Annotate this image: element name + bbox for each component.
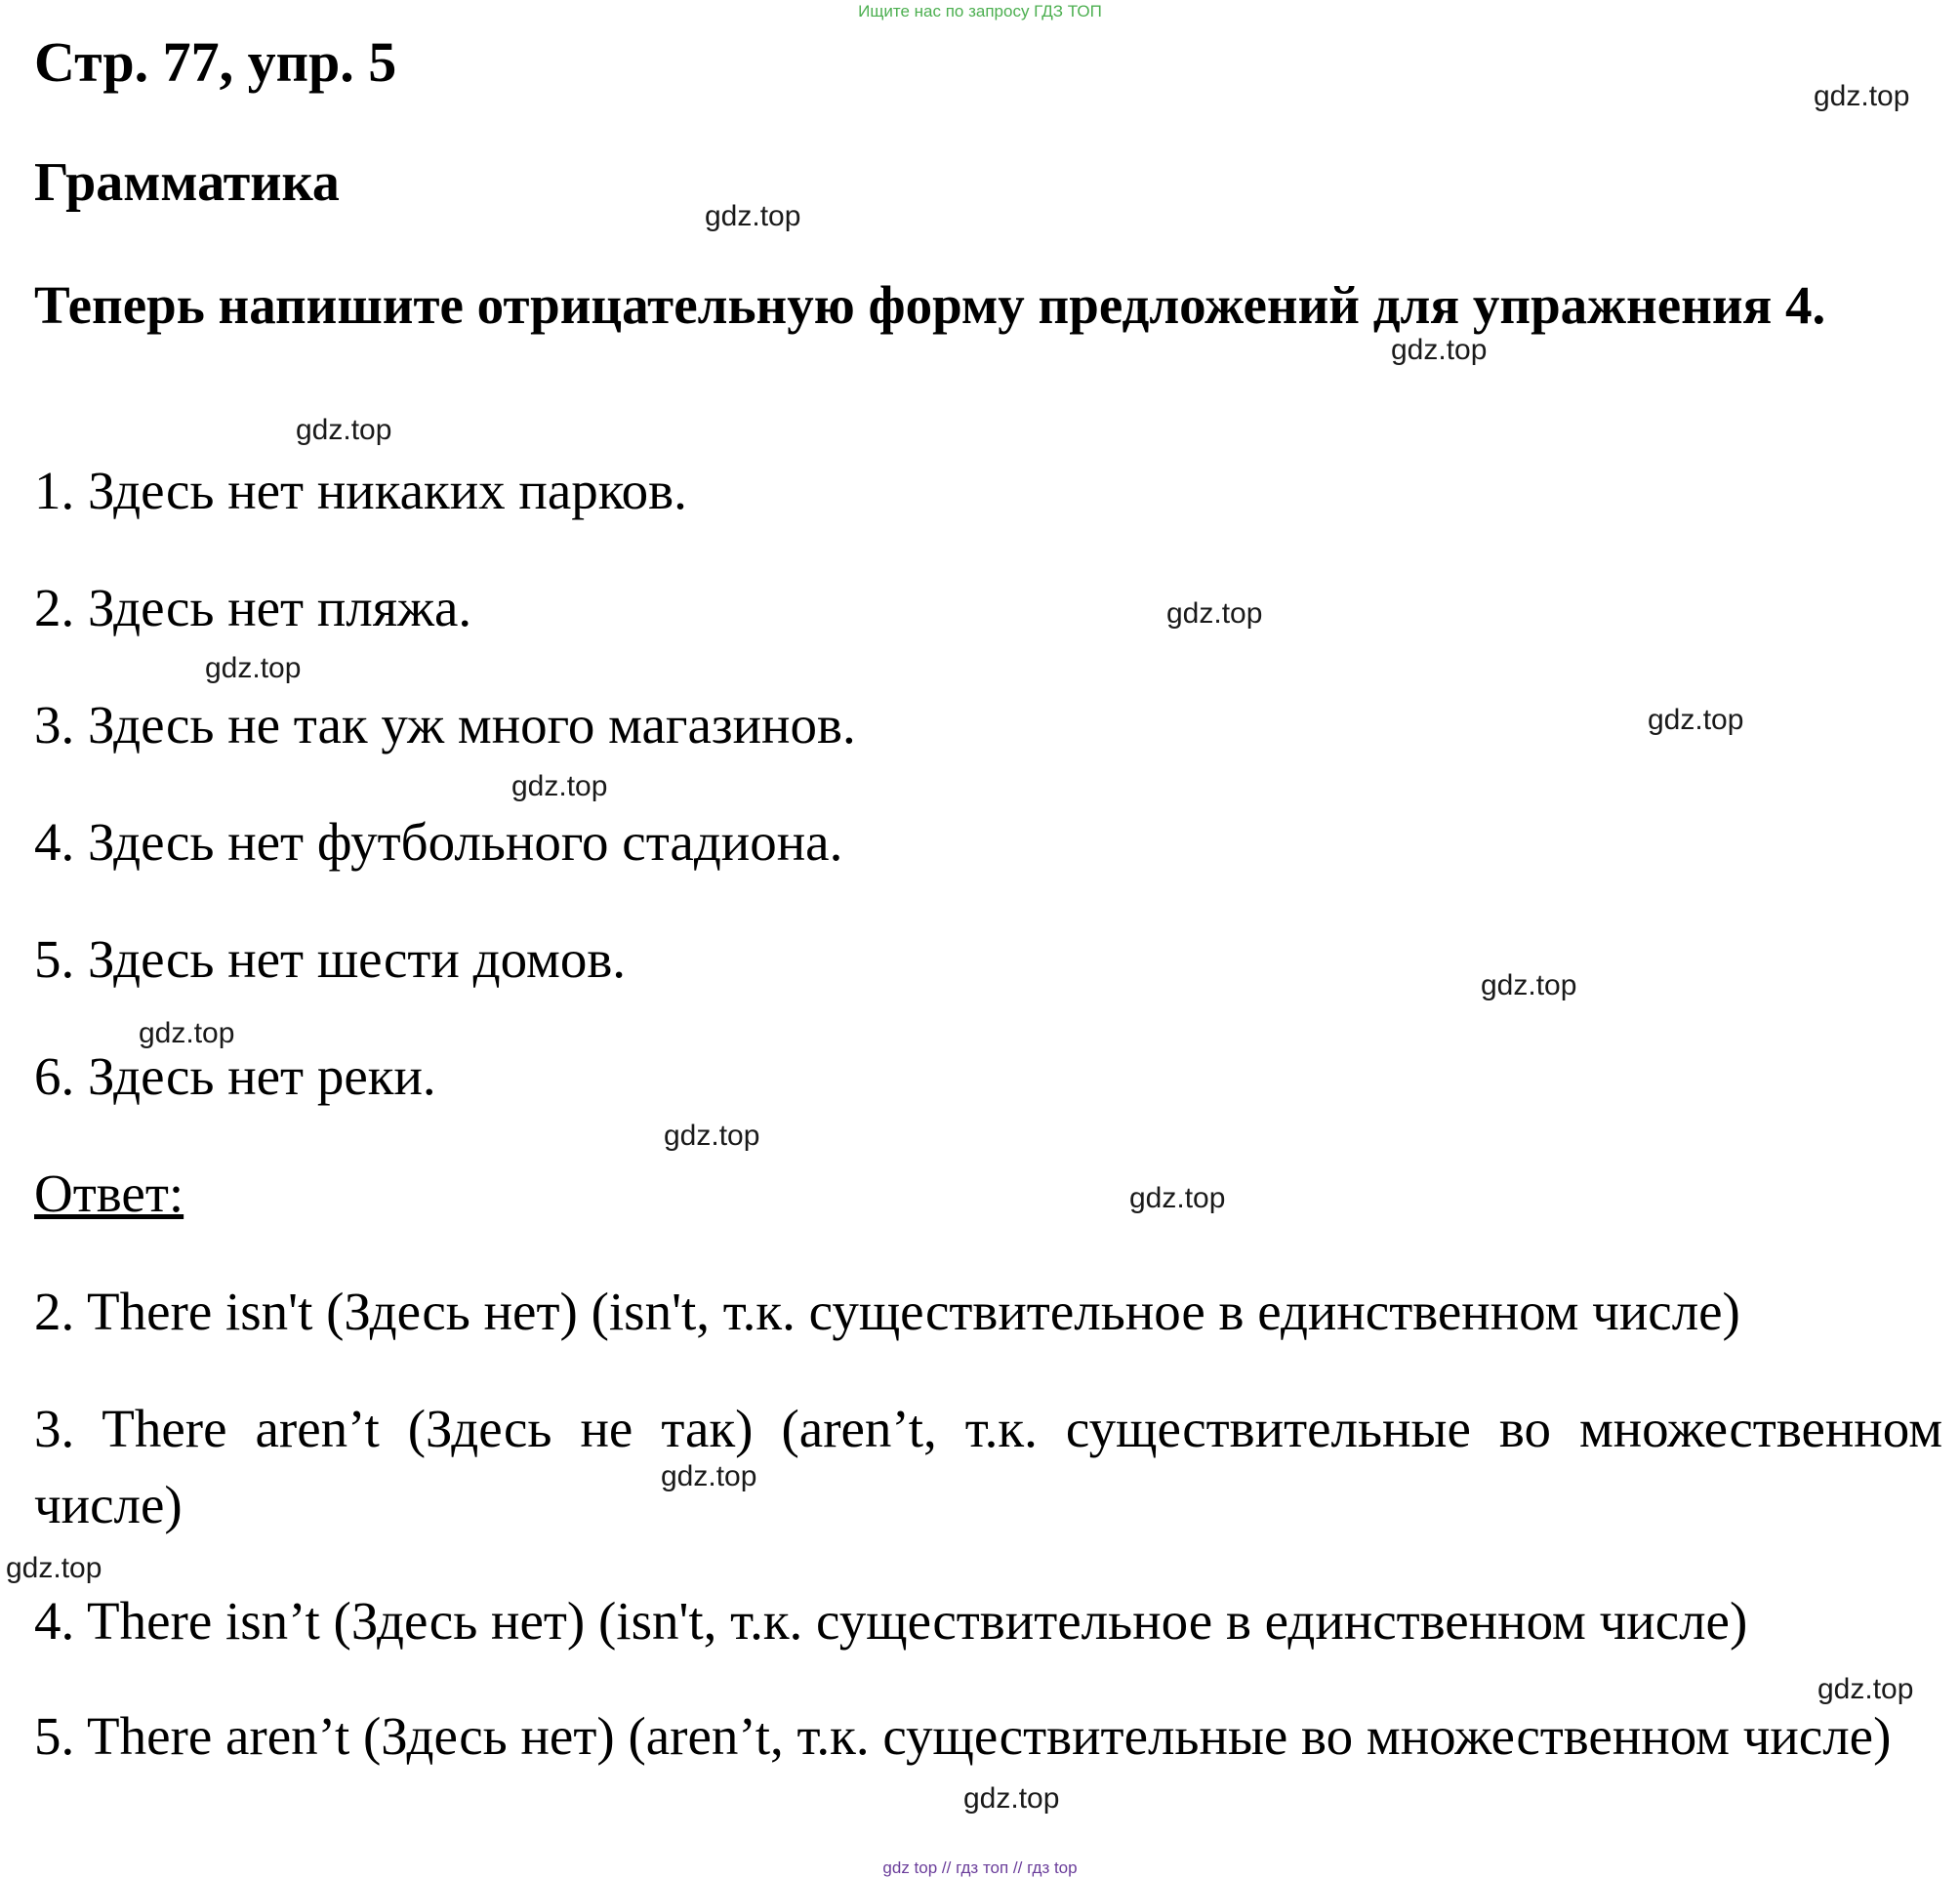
footer-text: gdz top // гдз топ // гдз top [882,1858,1078,1877]
watermark: gdz.top [1166,597,1263,630]
watermark: gdz.top [296,414,392,446]
watermark: gdz.top [205,652,302,684]
watermark: gdz.top [1129,1182,1226,1214]
watermark: gdz.top [963,1782,1060,1815]
watermark: gdz.top [705,200,801,232]
list-item: 5. Здесь нет шести домов. [34,929,627,989]
watermark: gdz.top [1391,334,1488,366]
answer-item: 3. There aren’t (Здесь не так) (aren’t, т.к. существительные во множественном числе) [34,1399,1942,1534]
section-heading: Грамматика [34,152,340,213]
list-item: 1. Здесь нет никаких парков. [34,461,687,520]
answer-label: Ответ: [34,1164,184,1223]
watermark: gdz.top [1481,969,1577,1001]
watermark: gdz.top [139,1017,235,1049]
list-item: 2. Здесь нет пляжа. [34,578,472,637]
page-title: Стр. 77, упр. 5 [34,30,397,94]
watermark: gdz.top [661,1460,757,1492]
watermark: gdz.top [1817,1673,1914,1705]
top-banner: Ищите нас по запросу ГДЗ ТОП [858,2,1102,20]
list-item: 3. Здесь не так уж много магазинов. [34,695,856,755]
answer-item: 5. There aren’t (Здесь нет) (aren’t, т.к. существительные во множественном числе) [34,1706,1892,1766]
task-text: Теперь напишите отрицательную форму предложений для упражнения 4. [34,275,1826,335]
list-item: 4. Здесь нет футбольного стадиона. [34,812,843,872]
watermark: gdz.top [1648,704,1744,736]
watermark: gdz.top [1814,80,1910,112]
answer-item: 4. There isn’t (Здесь нет) (isn't, т.к. существительное в единственном числе) [34,1591,1748,1651]
watermark: gdz.top [664,1120,760,1152]
watermark: gdz.top [511,770,608,802]
answer-item: 2. There isn't (Здесь нет) (isn't, т.к. существительное в единственном числе) [34,1282,1740,1341]
watermark: gdz.top [6,1552,102,1584]
list-item: 6. Здесь нет реки. [34,1046,436,1106]
